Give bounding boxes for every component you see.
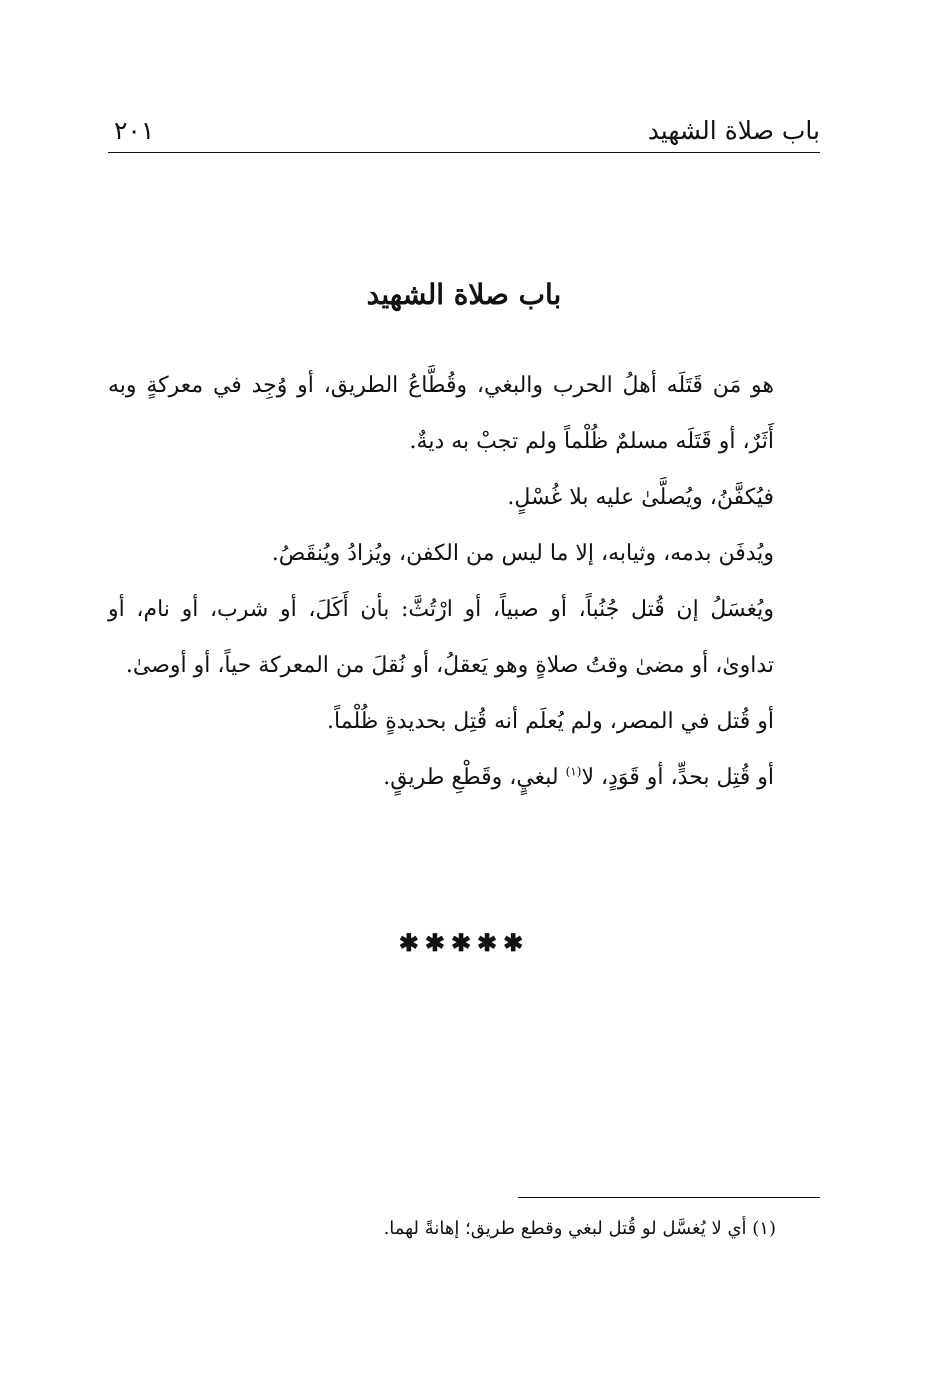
- paragraph-definition: هو مَن قَتَلَه أهلُ الحرب والبغي، وقُطَّاعُ الطريق، أو وُجِد في معركةٍ وبه أَثَرٌ، أو قَتَلَه مسلمٌ ظُلْماً ولم تجبْ به ديةٌ.: [108, 373, 774, 454]
- footnote-rule: [518, 1197, 820, 1198]
- running-title: باب صلاة الشهيد: [647, 116, 820, 145]
- running-header: [108, 108, 820, 153]
- chapter-title: باب صلاة الشهيد: [366, 278, 562, 311]
- paragraph-shrouding: فيُكفَّنُ، ويُصلَّىٰ عليه بلا غُسْلٍ.: [507, 485, 774, 510]
- paragraph-city: أو قُتل في المصر، ولم يُعلَم أنه قُتِل بحديدةٍ ظُلْماً.: [327, 709, 774, 734]
- paragraph-washing: ويُغسَلُ إن قُتل جُنُباً، أو صبياً، أو ارْتُثَّ: بأن أَكَلَ، أو شرب، أو نام، أو تداوىٰ، أو مضىٰ وقتُ صلاةٍ وهو يَعقلُ، أو نُقلَ من المعركة حياً، أو أوصىٰ.: [108, 597, 774, 678]
- section-separator: ✱✱✱✱✱: [398, 928, 530, 957]
- footnote: (١) أي لا يُغسَّل لو قُتل لبغي وقطع طريق؛ إهانةً لهما.: [383, 1218, 776, 1239]
- paragraph-punishment-text: أو قُتِل بحدٍّ، أو قَوَدٍ، لا: [581, 765, 774, 790]
- paragraph-punishment-text-end: لبغيٍ، وقَطْعِ طريقٍ.: [383, 765, 566, 790]
- body-text: [108, 358, 820, 806]
- footnote-reference[interactable]: (١): [565, 764, 582, 779]
- paragraph-punishment: [108, 750, 820, 806]
- page-number: ٢٠١: [114, 116, 155, 145]
- paragraph-burial: ويُدفَن بدمه، وثيابه، إلا ما ليس من الكفن، ويُزادُ ويُنقَصُ.: [271, 541, 774, 566]
